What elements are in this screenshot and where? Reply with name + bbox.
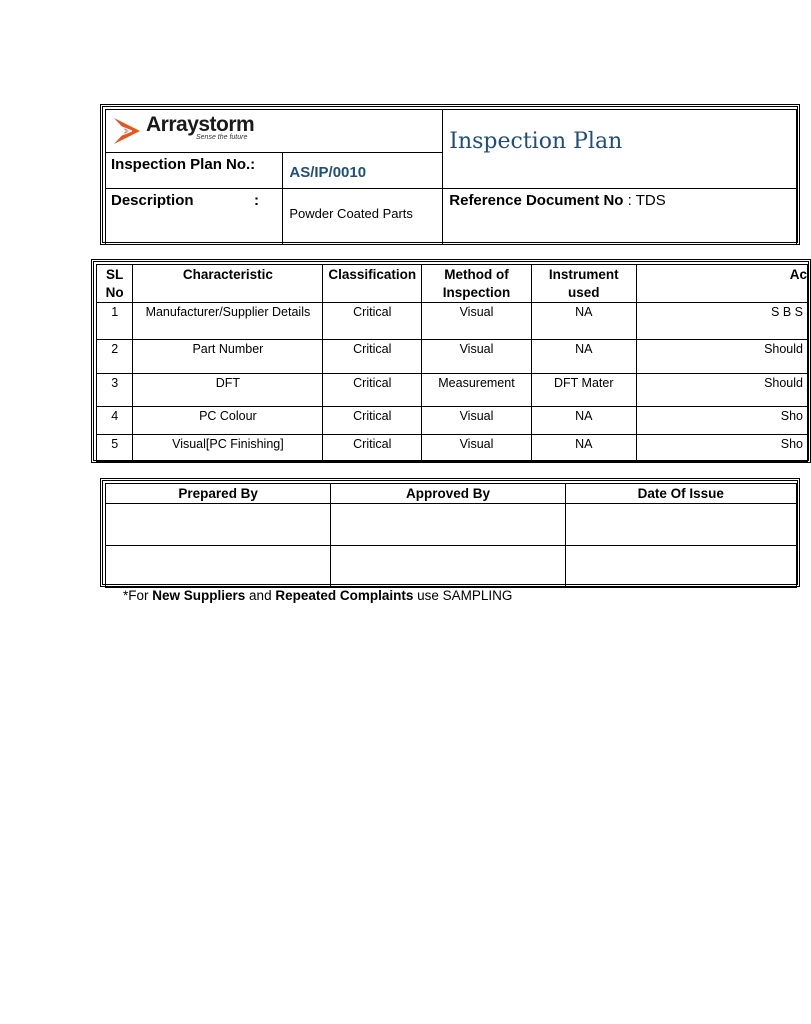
footnote-and: and — [245, 588, 276, 603]
cell-characteristic: Manufacturer/Supplier Details — [133, 303, 323, 340]
cell-classification: Critical — [323, 374, 422, 407]
approved-by-header: Approved By — [331, 484, 565, 504]
footnote-suffix: use SAMPLING — [413, 588, 513, 603]
table-row — [97, 407, 808, 435]
table-row — [97, 303, 808, 340]
reference-document — [443, 189, 796, 209]
reference-value: : TDS — [623, 192, 666, 209]
sampling-footnote — [123, 588, 512, 603]
cell-instrument: NA — [531, 340, 636, 374]
cell-method: Visual — [422, 435, 532, 462]
description-label: Description — [111, 192, 194, 209]
cell-acceptance: Should — [636, 340, 807, 374]
logo-tagline: Sense the future — [196, 134, 248, 141]
cell-method: Visual — [422, 407, 532, 435]
cell-characteristic: Part Number — [133, 340, 323, 374]
prepared-by-cell — [106, 504, 331, 546]
prepared-by-header: Prepared By — [106, 484, 331, 504]
inspection-table — [96, 264, 808, 462]
cell-classification: Critical — [323, 407, 422, 435]
cell-acceptance: S B S — [636, 303, 807, 340]
table-row — [97, 340, 808, 374]
cell-acceptance: Should — [636, 374, 807, 407]
logo-name: Arraystorm — [146, 113, 255, 136]
header-table — [105, 109, 797, 245]
page-title: Inspection Plan — [449, 128, 623, 154]
logo-cell — [106, 110, 443, 153]
description-value: Powder Coated Parts — [289, 206, 413, 221]
col-header-acceptance: Ac — [636, 265, 807, 303]
cell-sl: 3 — [97, 374, 133, 407]
signoff-header-row — [106, 484, 797, 504]
header-block — [100, 104, 800, 245]
reference-label: Reference Document No — [449, 192, 624, 209]
cell-method: Measurement — [422, 374, 532, 407]
cell-instrument: NA — [531, 435, 636, 462]
cell-classification: Critical — [323, 340, 422, 374]
cell-characteristic: Visual[PC Finishing] — [133, 435, 323, 462]
description-colon: : — [254, 192, 259, 209]
prepared-by-cell — [106, 546, 331, 588]
col-header-method: Method of Inspection — [422, 265, 532, 303]
signoff-row — [106, 504, 797, 546]
cell-sl: 4 — [97, 407, 133, 435]
footnote-repeated-complaints: Repeated Complaints — [275, 588, 414, 603]
table-header-row — [97, 265, 808, 303]
date-of-issue-header: Date Of Issue — [565, 484, 796, 504]
date-of-issue-cell — [565, 504, 796, 546]
cell-sl: 1 — [97, 303, 133, 340]
cell-characteristic: DFT — [133, 374, 323, 407]
title-cell — [443, 110, 797, 189]
reference-cell — [443, 189, 797, 245]
cell-acceptance: Sho — [636, 407, 807, 435]
table-row — [97, 435, 808, 462]
signoff-row — [106, 546, 797, 588]
description-value-cell — [283, 189, 443, 245]
description-label-cell — [106, 189, 283, 245]
cell-characteristic: PC Colour — [133, 407, 323, 435]
cell-method: Visual — [422, 303, 532, 340]
plan-no-value: AS/IP/0010 — [289, 164, 367, 181]
col-header-sl: SL No — [97, 265, 133, 303]
cell-acceptance: Sho — [636, 435, 807, 462]
col-header-classification: Classification — [323, 265, 422, 303]
cell-classification: Critical — [323, 435, 422, 462]
arraystorm-logo-icon — [112, 116, 142, 146]
table-row — [97, 374, 808, 407]
inspection-table-block — [91, 259, 811, 463]
cell-method: Visual — [422, 340, 532, 374]
col-header-characteristic: Characteristic — [133, 265, 323, 303]
description-label-row — [106, 189, 259, 209]
col-header-instrument: Instrument used — [531, 265, 636, 303]
plan-no-label-cell — [106, 153, 283, 189]
cell-instrument: NA — [531, 407, 636, 435]
approved-by-cell — [331, 504, 565, 546]
cell-sl: 5 — [97, 435, 133, 462]
date-of-issue-cell — [565, 546, 796, 588]
signoff-block — [100, 478, 800, 587]
footnote-prefix: *For — [123, 588, 153, 603]
cell-instrument: NA — [531, 303, 636, 340]
cell-sl: 2 — [97, 340, 133, 374]
plan-no-value-cell — [283, 153, 443, 189]
signoff-table — [105, 483, 797, 588]
plan-no-label: Inspection Plan No.: — [111, 156, 256, 173]
footnote-new-suppliers: New Suppliers — [152, 588, 246, 603]
cell-instrument: DFT Mater — [531, 374, 636, 407]
approved-by-cell — [331, 546, 565, 588]
cell-classification: Critical — [323, 303, 422, 340]
